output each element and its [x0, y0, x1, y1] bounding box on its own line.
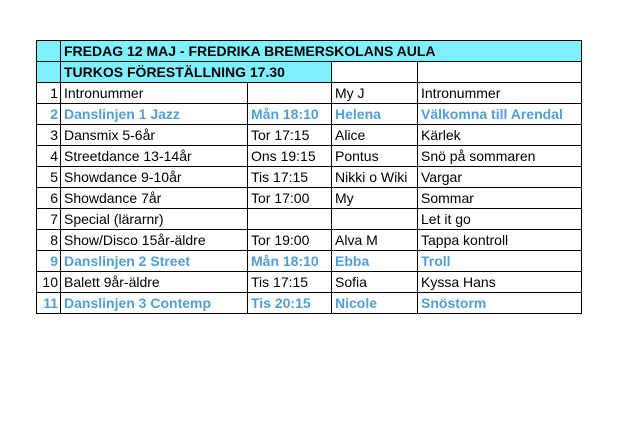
song-title: Kärlek	[418, 125, 582, 146]
table-row	[37, 293, 582, 314]
class-time: Tor 17:15	[248, 125, 332, 146]
song-title: Sommar	[418, 188, 582, 209]
class-time: Tis 20:15	[248, 293, 332, 314]
teacher-name: Nicole	[332, 293, 418, 314]
class-time	[248, 209, 332, 230]
table-row	[37, 146, 582, 167]
table-row	[37, 251, 582, 272]
song-title: Tappa kontroll	[418, 230, 582, 251]
act-name: Danslinjen 2 Street	[61, 251, 248, 272]
row-number: 9	[37, 251, 61, 272]
song-title: Intronummer	[418, 83, 582, 104]
event-title: FREDAG 12 MAJ - FREDRIKA BREMERSKOLANS AULA	[61, 41, 582, 62]
act-name: Showdance 7år	[61, 188, 248, 209]
table-row	[37, 209, 582, 230]
teacher-name: Alice	[332, 125, 418, 146]
row-number: 11	[37, 293, 61, 314]
schedule-body	[37, 41, 582, 314]
teacher-name: My	[332, 188, 418, 209]
row-number: 4	[37, 146, 61, 167]
row-number: 5	[37, 167, 61, 188]
act-name: Balett 9år-äldre	[61, 272, 248, 293]
act-name: Showdance 9-10år	[61, 167, 248, 188]
class-time	[248, 83, 332, 104]
song-title: Vargar	[418, 167, 582, 188]
teacher-name: Sofia	[332, 272, 418, 293]
subtitle-row-empty-cell	[418, 62, 582, 83]
table-row	[37, 125, 582, 146]
title-row	[37, 41, 582, 62]
teacher-name: Ebba	[332, 251, 418, 272]
subtitle-row	[37, 62, 582, 83]
act-name: Streetdance 13-14år	[61, 146, 248, 167]
row-number: 8	[37, 230, 61, 251]
row-number: 7	[37, 209, 61, 230]
act-name: Intronummer	[61, 83, 248, 104]
row-number: 2	[37, 104, 61, 125]
act-name: Danslinjen 3 Contemp	[61, 293, 248, 314]
act-name: Show/Disco 15år-äldre	[61, 230, 248, 251]
teacher-name: Helena	[332, 104, 418, 125]
table-row	[37, 230, 582, 251]
song-title: Kyssa Hans	[418, 272, 582, 293]
class-time: Tis 17:15	[248, 272, 332, 293]
class-time: Mån 18:10	[248, 251, 332, 272]
class-time: Tis 17:15	[248, 167, 332, 188]
subtitle-row-spacer	[37, 62, 61, 83]
song-title: Välkomna till Arendal	[418, 104, 582, 125]
song-title: Let it go	[418, 209, 582, 230]
class-time: Tor 17:00	[248, 188, 332, 209]
subtitle-row-empty-cell	[332, 62, 418, 83]
table-row	[37, 104, 582, 125]
show-subtitle: TURKOS FÖRESTÄLLNING 17.30	[61, 62, 332, 83]
song-title: Snö på sommaren	[418, 146, 582, 167]
row-number: 1	[37, 83, 61, 104]
teacher-name: Alva M	[332, 230, 418, 251]
teacher-name: My J	[332, 83, 418, 104]
table-row	[37, 167, 582, 188]
teacher-name: Nikki o Wiki	[332, 167, 418, 188]
act-name: Danslinjen 1 Jazz	[61, 104, 248, 125]
performance-schedule-table	[36, 40, 582, 314]
row-number: 3	[37, 125, 61, 146]
class-time: Mån 18:10	[248, 104, 332, 125]
class-time: Tor 19:00	[248, 230, 332, 251]
teacher-name	[332, 209, 418, 230]
table-row	[37, 83, 582, 104]
row-number: 6	[37, 188, 61, 209]
table-row	[37, 188, 582, 209]
title-row-spacer	[37, 41, 61, 62]
act-name: Special (lärarnr)	[61, 209, 248, 230]
act-name: Dansmix 5-6år	[61, 125, 248, 146]
row-number: 10	[37, 272, 61, 293]
song-title: Snöstorm	[418, 293, 582, 314]
teacher-name: Pontus	[332, 146, 418, 167]
class-time: Ons 19:15	[248, 146, 332, 167]
table-row	[37, 272, 582, 293]
song-title: Troll	[418, 251, 582, 272]
